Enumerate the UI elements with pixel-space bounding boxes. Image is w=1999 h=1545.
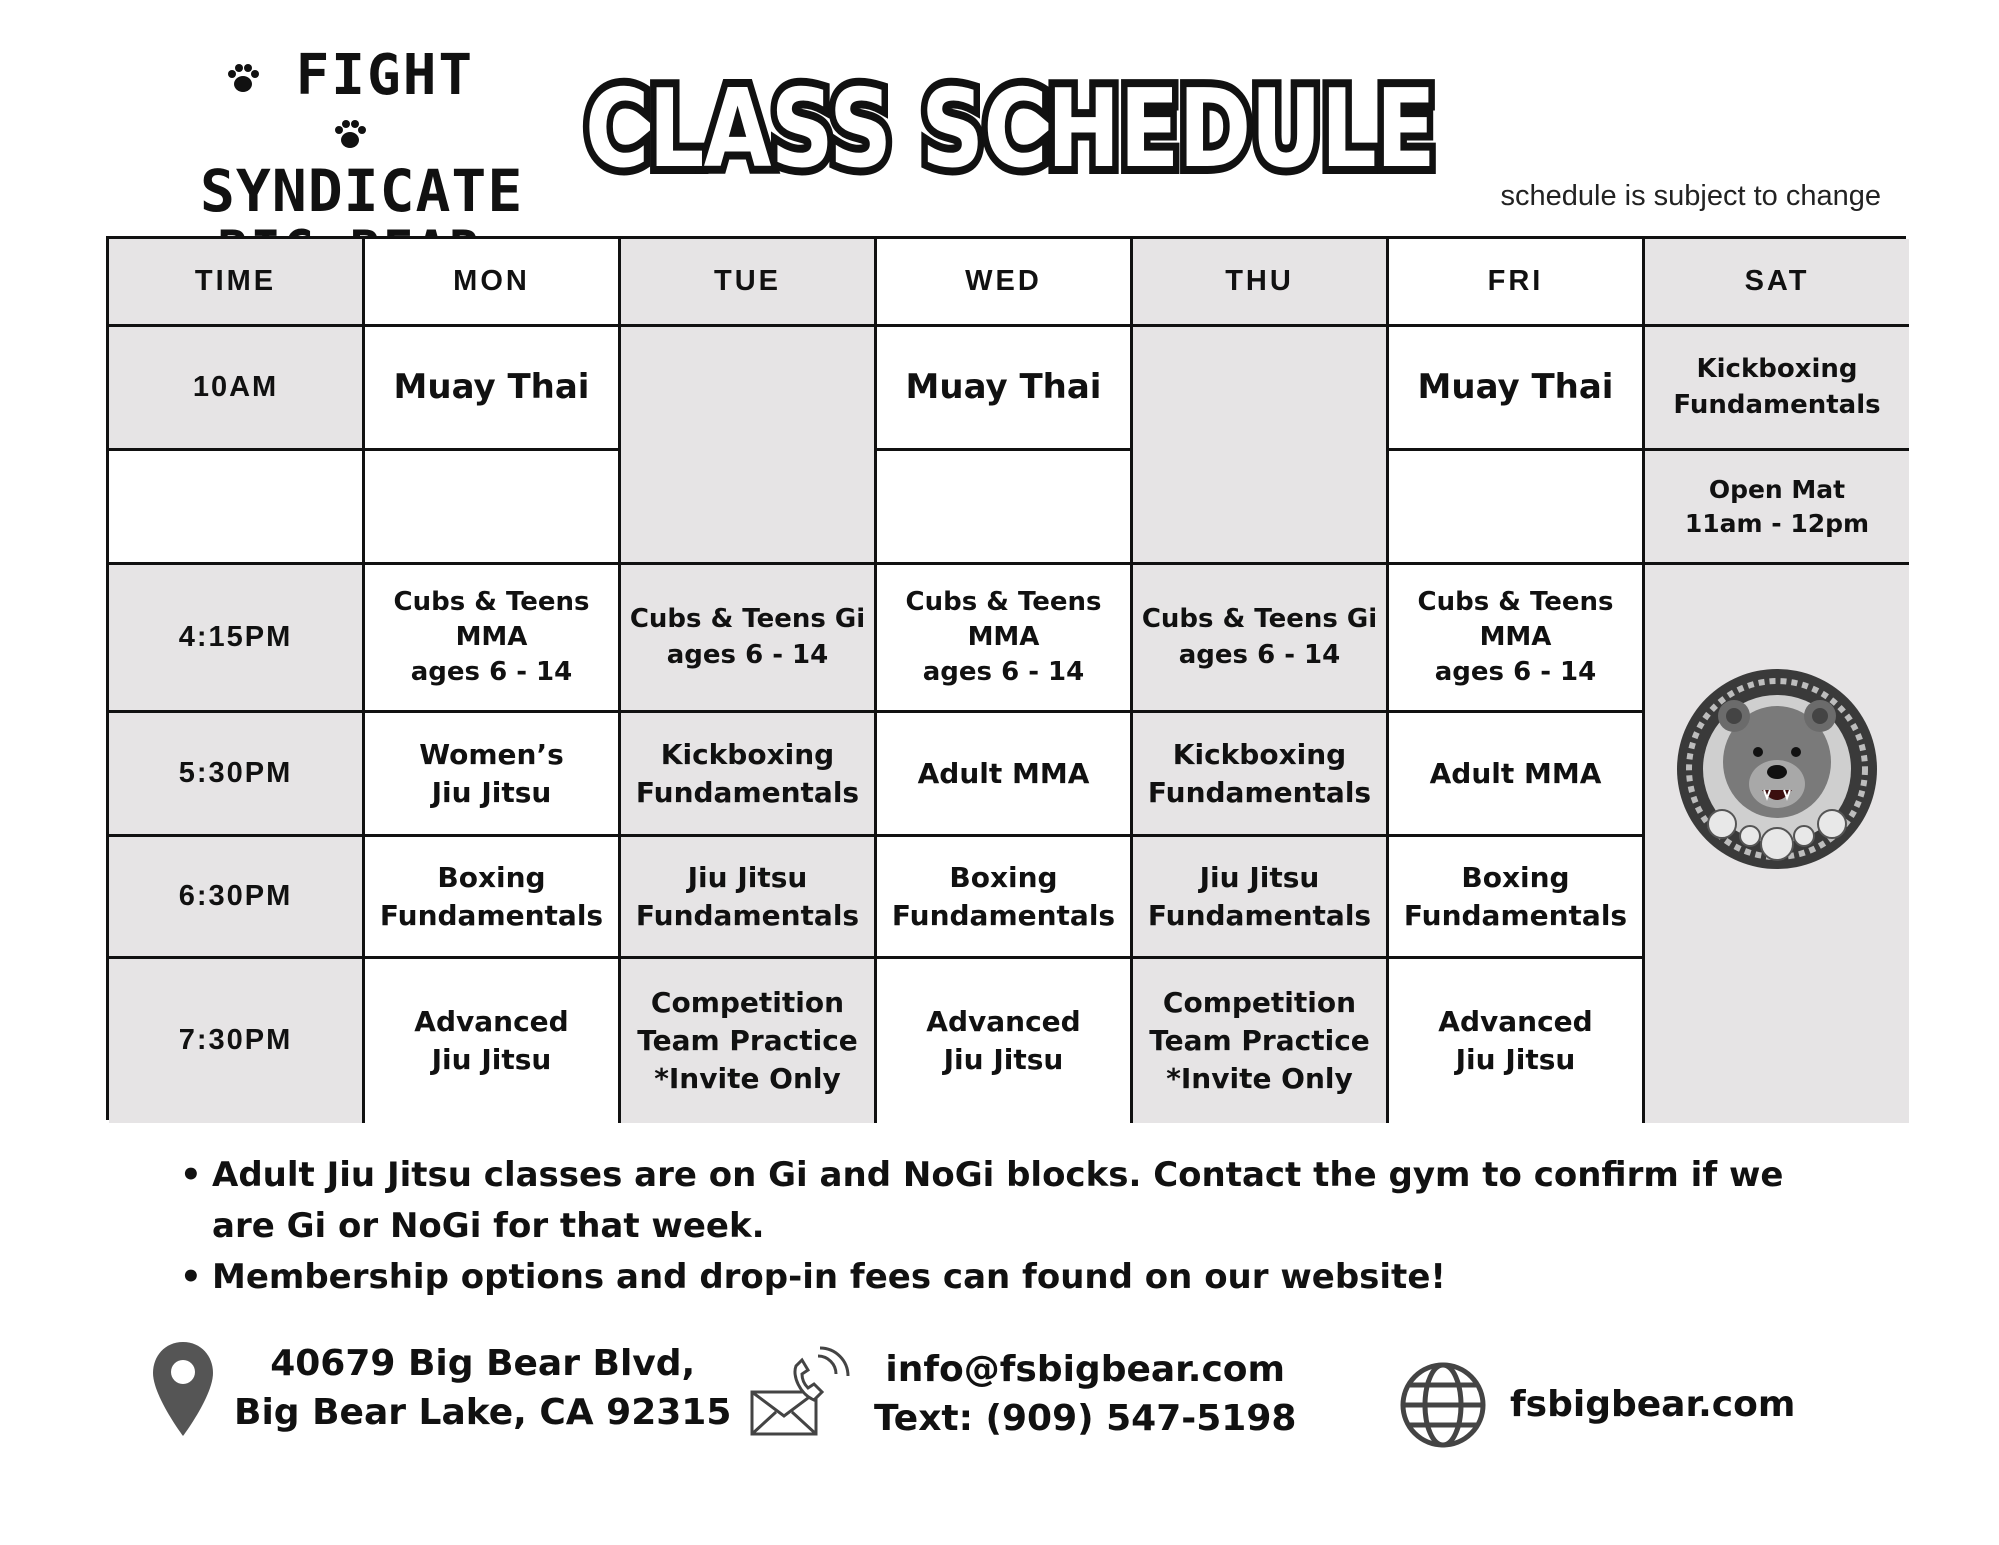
empty-cell-tue (621, 327, 877, 565)
svg-text:CLASS SCHEDULE: CLASS SCHEDULE (585, 67, 1435, 192)
notes-list (180, 1150, 1820, 1303)
class-cell-wed: Advanced Jiu Jitsu (877, 959, 1133, 1123)
class-cell-wed: Boxing Fundamentals (877, 837, 1133, 959)
empty-cell-mon (365, 451, 621, 565)
time-cell: 5:30PM (109, 713, 365, 837)
bear-emblem-cell (1645, 565, 1909, 1123)
time-cell: 10AM (109, 327, 365, 451)
address-text (234, 1340, 731, 1437)
address-line-1: 40679 Big Bear Blvd, (270, 1343, 696, 1385)
class-cell-wed: Muay Thai (877, 327, 1133, 451)
brand-logo (200, 43, 524, 225)
logo-line-1 (200, 43, 500, 160)
envelope-phone-icon (748, 1348, 860, 1442)
class-cell-tue: Kickboxing Fundamentals (621, 713, 877, 837)
class-cell-sat: Kickboxing Fundamentals (1645, 327, 1909, 451)
website-link[interactable]: fsbigbear.com (1510, 1383, 1796, 1425)
bear-emblem (1662, 664, 1892, 874)
class-cell-tue: Jiu Jitsu Fundamentals (621, 837, 877, 959)
empty-cell-wed (877, 451, 1133, 565)
email-link[interactable]: info@fsbigbear.com (885, 1349, 1286, 1390)
class-cell-mon: Cubs & Teens MMA ages 6 - 14 (365, 565, 621, 713)
class-cell-wed: Cubs & Teens MMA ages 6 - 14 (877, 565, 1133, 713)
time-cell: 7:30PM (109, 959, 365, 1123)
empty-cell-fri (1389, 451, 1645, 565)
contact-block (748, 1346, 1296, 1443)
header-sat: SAT (1645, 239, 1909, 327)
class-cell-tue: Competition Team Practice *Invite Only (621, 959, 877, 1123)
header-tue: TUE (621, 239, 877, 327)
logo-line-2: SYNDICATE (200, 157, 524, 225)
header-thu: THU (1133, 239, 1389, 327)
class-cell-thu: Jiu Jitsu Fundamentals (1133, 837, 1389, 959)
map-pin-icon (150, 1340, 216, 1438)
class-cell-mon: Women’s Jiu Jitsu (365, 713, 621, 837)
class-cell-thu: Kickboxing Fundamentals (1133, 713, 1389, 837)
class-cell-thu: Competition Team Practice *Invite Only (1133, 959, 1389, 1123)
class-cell-fri: Adult MMA (1389, 713, 1645, 837)
paw-icon (333, 118, 367, 152)
class-cell-fri: Muay Thai (1389, 327, 1645, 451)
class-cell-mon: Advanced Jiu Jitsu (365, 959, 621, 1123)
header-wed: WED (877, 239, 1133, 327)
address-line-2: Big Bear Lake, CA 92315 (234, 1392, 732, 1433)
header-time: TIME (109, 239, 365, 327)
note-item: • Membership options and drop-in fees can found on our website! (180, 1252, 1820, 1303)
website-block (1398, 1360, 1795, 1450)
paw-icon (226, 62, 260, 96)
time-cell: 6:30PM (109, 837, 365, 959)
class-cell-mon: Boxing Fundamentals (365, 837, 621, 959)
header-mon: MON (365, 239, 621, 327)
header-fri: FRI (1389, 239, 1645, 327)
class-cell-sat-openmat: Open Mat 11am - 12pm (1645, 451, 1909, 565)
class-cell-tue: Cubs & Teens Gi ages 6 - 14 (621, 565, 877, 713)
contact-text (874, 1346, 1296, 1443)
class-cell-thu: Cubs & Teens Gi ages 6 - 14 (1133, 565, 1389, 713)
time-cell-empty (109, 451, 365, 565)
page-title (580, 62, 1440, 192)
class-cell-fri: Boxing Fundamentals (1389, 837, 1645, 959)
class-cell-wed: Adult MMA (877, 713, 1133, 837)
class-cell-mon: Muay Thai (365, 327, 621, 451)
address-block (150, 1340, 731, 1438)
time-cell: 4:15PM (109, 565, 365, 713)
note-item: • Adult Jiu Jitsu classes are on Gi and NoGi blocks. Contact the gym to confirm if we are Gi or NoGi for that week. (180, 1150, 1820, 1252)
logo-fight-text: FIGHT (295, 43, 475, 108)
globe-icon (1398, 1360, 1488, 1450)
empty-cell-thu (1133, 327, 1389, 565)
phone-text[interactable]: Text: (909) 547-5198 (874, 1397, 1297, 1439)
class-cell-fri: Advanced Jiu Jitsu (1389, 959, 1645, 1123)
class-cell-fri: Cubs & Teens MMA ages 6 - 14 (1389, 565, 1645, 713)
schedule-note: schedule is subject to change (1500, 180, 1881, 212)
schedule-table (106, 236, 1906, 1120)
